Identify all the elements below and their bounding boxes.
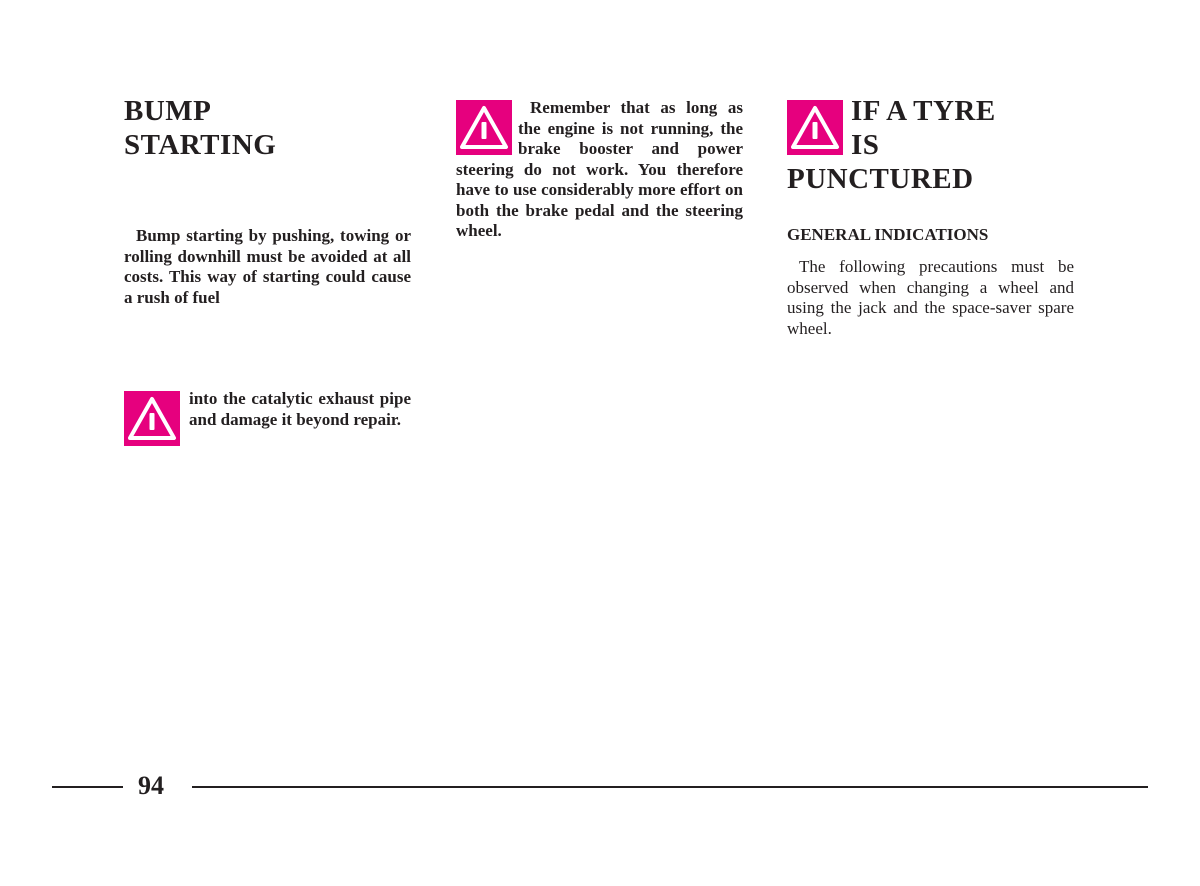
footer-rule-left (52, 786, 123, 788)
title-line: PUNCTURED (787, 163, 974, 195)
precautions-paragraph: The following precautions must be observed when changing a wheel and using the jack and the space-saver spare wheel. (787, 257, 1074, 338)
engine-off-warning-body: Remember that as long as the engine is not running, the brake booster and power steering do not work. You therefore have to use considerably more effort on both the brake pedal and the steering wheel. (456, 98, 743, 240)
section-title-bump-starting (124, 94, 424, 162)
title-line: BUMP (124, 95, 212, 127)
section-title-tyre-punctured (787, 94, 1087, 196)
title-line: STARTING (124, 129, 277, 161)
title-line: IS (851, 129, 880, 161)
catalytic-warning-text: into the catalytic exhaust pipe and damage it beyond repair. (189, 389, 411, 429)
footer-rule-right (192, 786, 1148, 788)
general-indications-subheading: GENERAL INDICATIONS (787, 225, 989, 244)
title-line: IF A TYRE (851, 95, 996, 127)
bump-starting-paragraph: Bump starting by pushing, towing or rolling downhill must be avoided at all costs. This way of starting could cause a rush of fuel (124, 226, 411, 307)
warning-triangle-icon (124, 391, 180, 446)
engine-off-warning-text (456, 98, 743, 242)
icon-float-spacer (456, 98, 518, 155)
page-number: 94 (138, 771, 164, 800)
